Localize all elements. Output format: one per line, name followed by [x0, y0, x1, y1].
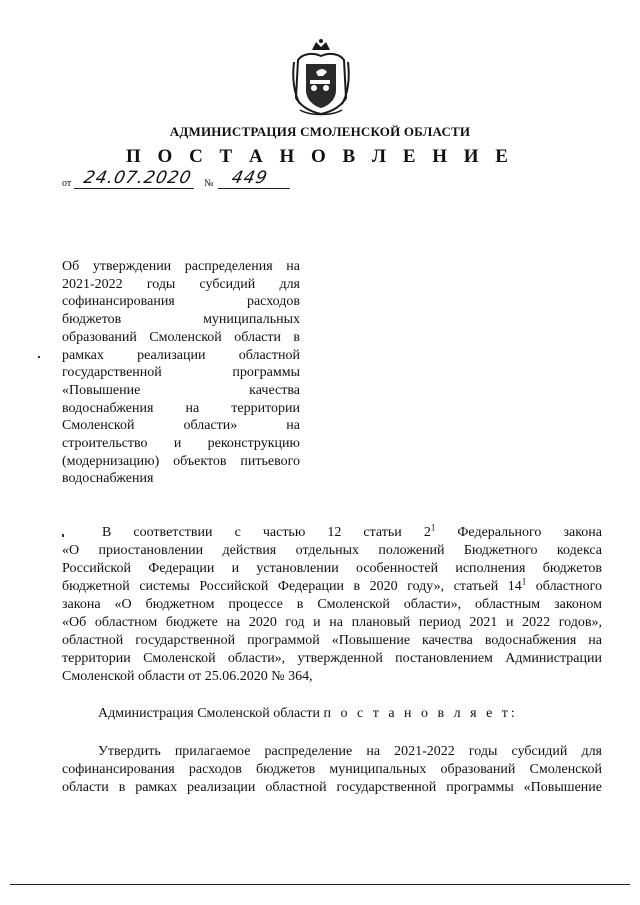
paragraph-line: областной государственной программой «Повышение качества водоснабжения на — [62, 633, 602, 648]
subject-line: «Повышение качества — [62, 382, 300, 398]
line-text: Администрация Смоленской области — [98, 706, 321, 721]
document-subject — [62, 258, 300, 488]
paragraph-line — [62, 705, 602, 723]
subject-line: водоснабжения на территории — [62, 400, 300, 416]
subject-line: Смоленской области» на — [62, 418, 300, 434]
coat-of-arms-emblem — [290, 38, 352, 118]
subject-line: государственной программы — [62, 365, 300, 381]
date-prefix-label: от — [62, 178, 72, 189]
paragraph-line: Российской Федерации и установлении особенностей исполнения бюджетов — [62, 561, 602, 576]
number-underline — [218, 188, 290, 189]
page-bottom-rule — [10, 884, 630, 885]
date-handwritten: 24.07.2020 — [81, 168, 194, 188]
line-text: бюджетной системы Российской Федерации в 2020 году», статьей 14 — [62, 579, 522, 594]
paragraph-line: «О приостановлении действия отдельных положений Бюджетного кодекса — [62, 543, 602, 558]
paragraph-line — [62, 578, 602, 596]
subject-line: образований Смоленской области в — [62, 329, 300, 345]
line-text: В соответствии с частью 12 статьи 2 — [102, 525, 431, 540]
subject-line: водоснабжения — [62, 471, 154, 487]
paragraph-line — [62, 524, 602, 542]
date-underline — [74, 188, 194, 189]
paragraph-line: территории Смоленской области», утвержденной постановлением Администрации — [62, 651, 602, 666]
resolves-verb: п о с т а н о в л я е т: — [323, 706, 518, 721]
preamble-paragraph — [62, 524, 602, 686]
subject-line: Об утверждении распределения на — [62, 259, 300, 274]
superscript: 1 — [430, 522, 436, 533]
organization-name: АДМИНИСТРАЦИЯ СМОЛЕНСКОЙ ОБЛАСТИ — [169, 124, 471, 139]
paragraph-line: «Об областном бюджете на 2020 год и на плановый период 2021 и 2022 годов», — [62, 615, 602, 630]
subject-line: строительство и реконструкцию — [62, 436, 300, 452]
subject-line: бюджетов муниципальных — [62, 312, 300, 328]
subject-line: 2021-2022 годы субсидий для — [62, 276, 300, 292]
number-handwritten: 449 — [229, 168, 270, 188]
subject-line: софинансирования расходов — [62, 294, 300, 310]
subject-line: (модернизацию) объектов питьевого — [62, 453, 300, 469]
decision-paragraph — [62, 743, 602, 797]
document-type-title: П О С Т А Н О В Л Е Н И Е — [126, 146, 514, 167]
scan-mark — [38, 356, 40, 358]
number-prefix-label: № — [204, 178, 214, 189]
paragraph-line: Смоленской области от 25.06.2020 № 364, — [62, 669, 313, 684]
paragraph-line: софинансирования расходов бюджетов муниципальных образований Смоленской — [62, 762, 602, 777]
paragraph-line: закона «О бюджетном процессе в Смоленской области», областным законом — [62, 597, 602, 612]
resolution-paragraph — [62, 705, 602, 723]
line-text: областного — [526, 579, 602, 594]
line-text: Федерального закона — [435, 525, 602, 540]
subject-line: рамках реализации областной — [62, 347, 300, 363]
paragraph-line: Утвердить прилагаемое распределение на 2021-2022 годы субсидий для — [98, 744, 602, 759]
superscript: 1 — [521, 576, 527, 587]
paragraph-line: области в рамках реализации областной государственной программы «Повышение — [62, 780, 602, 795]
